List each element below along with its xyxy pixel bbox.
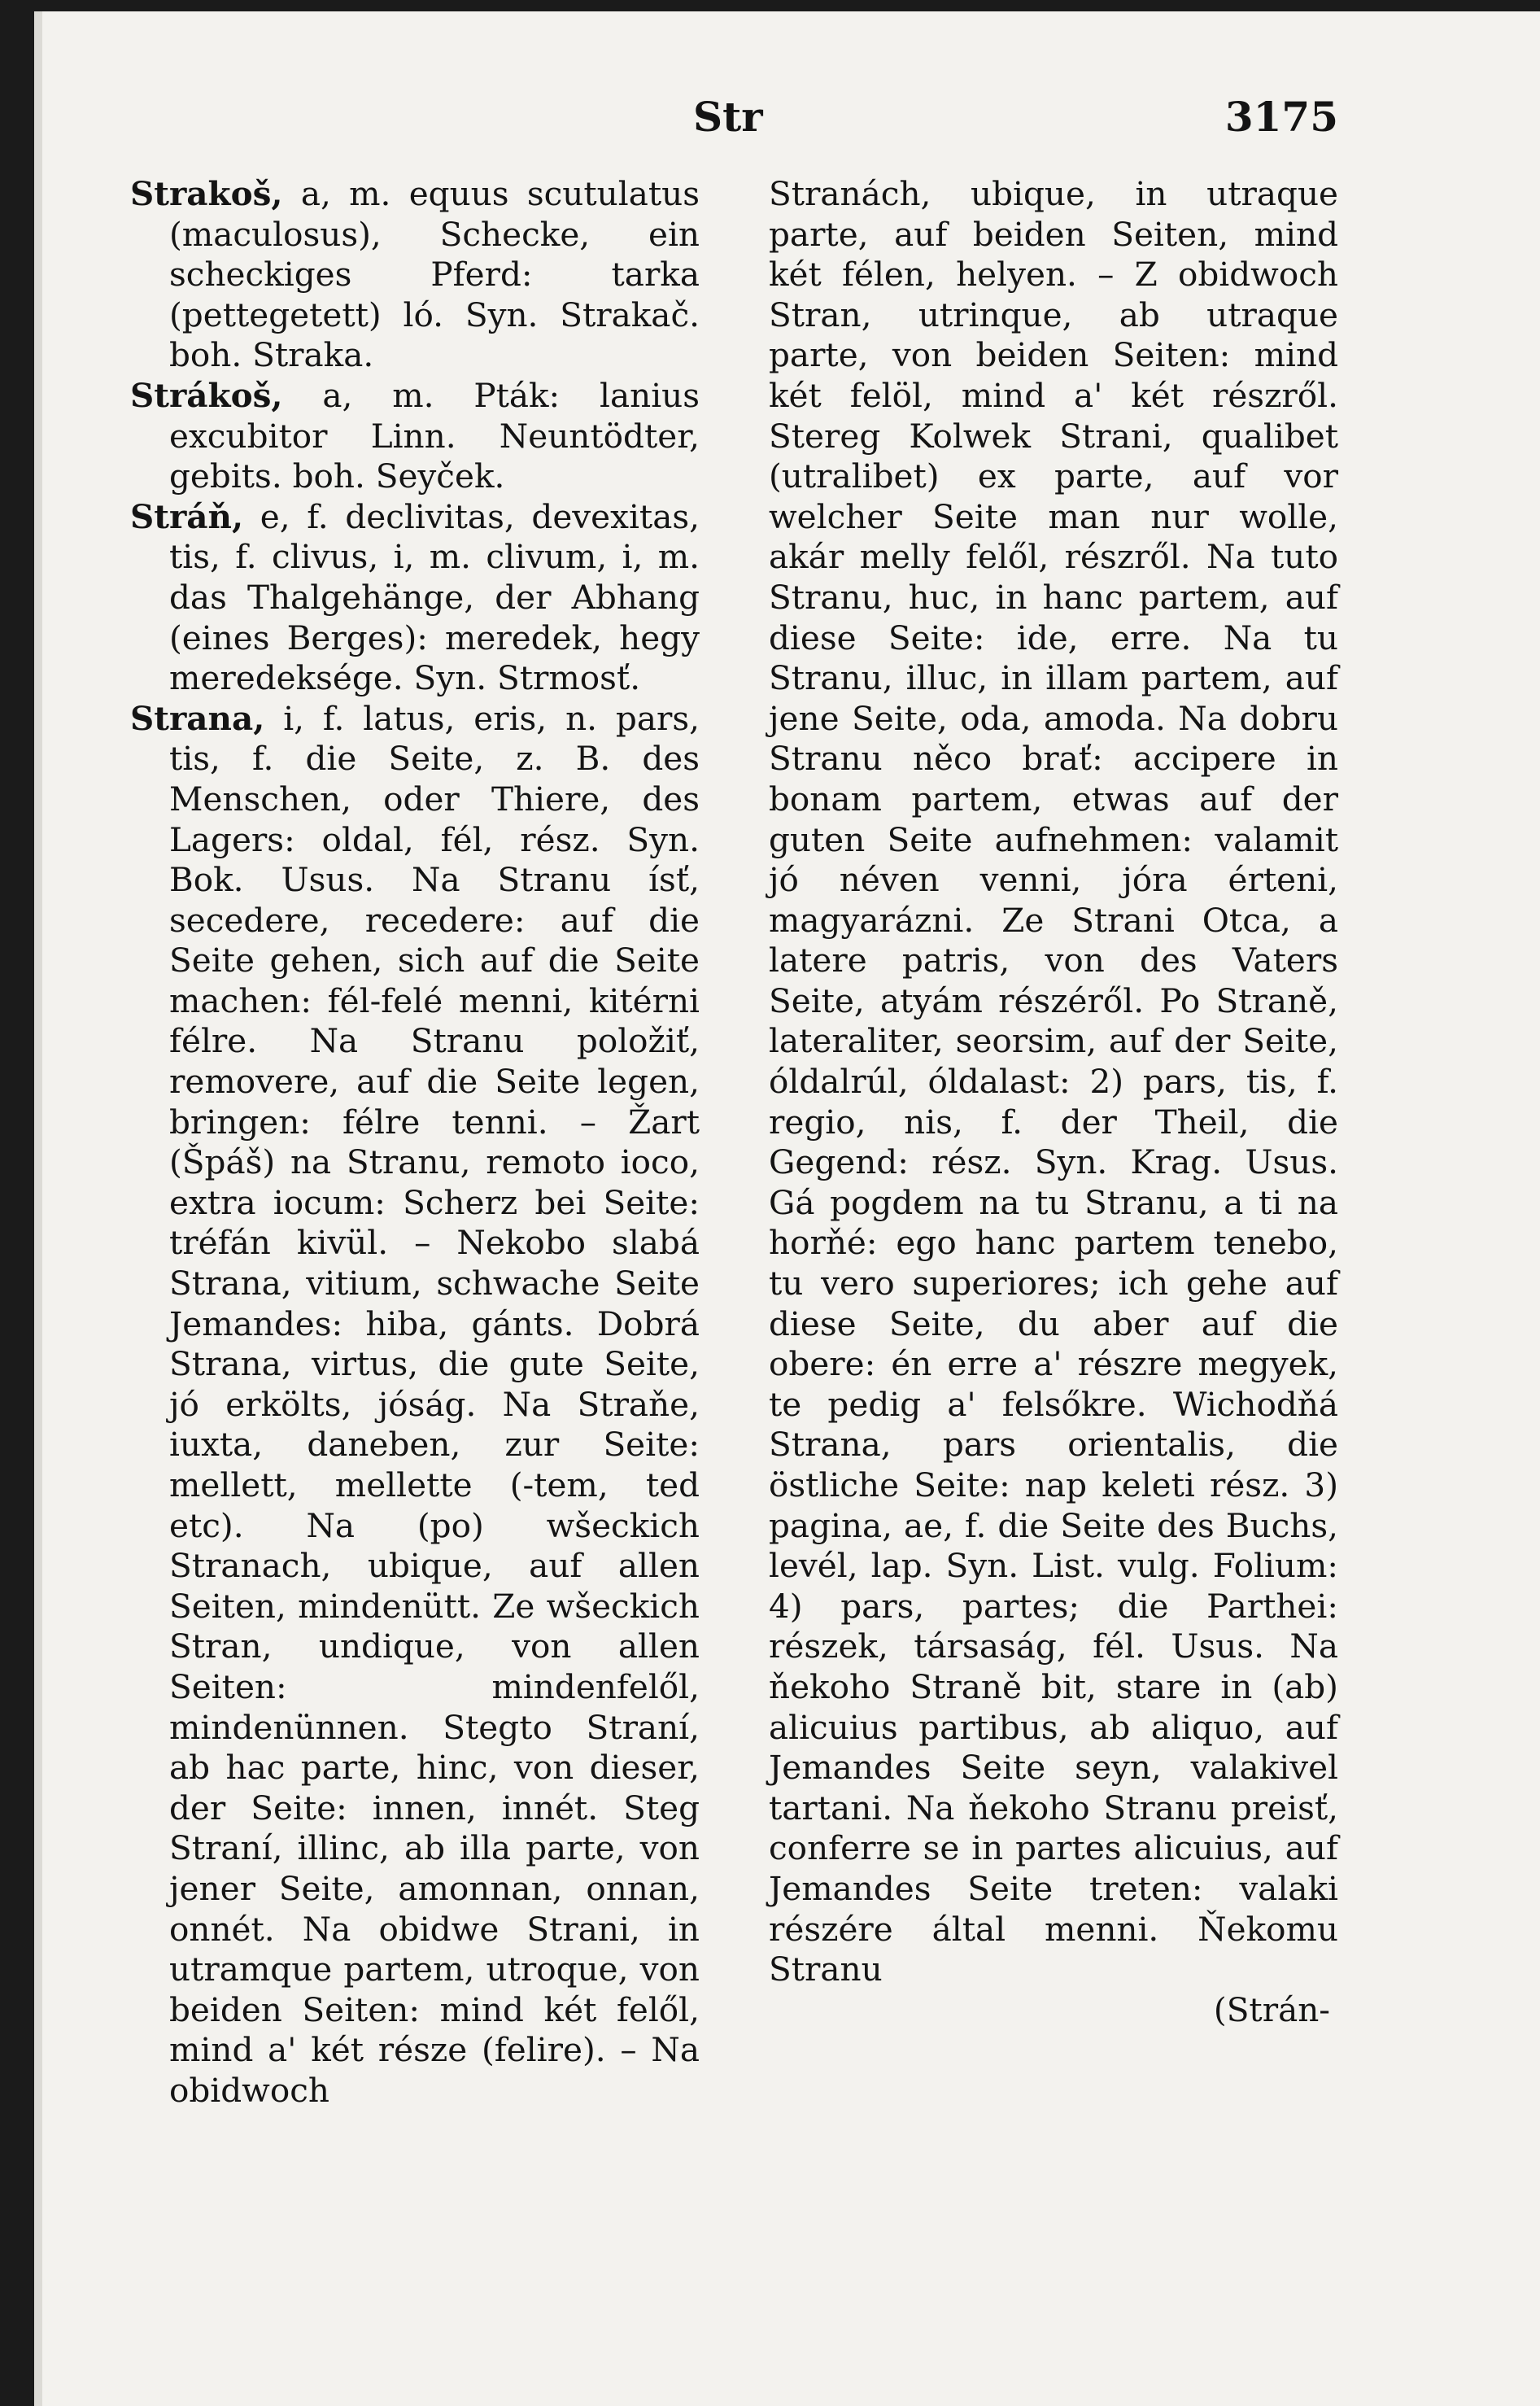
page-header <box>34 93 1540 158</box>
entry-text: a, m. equus scutulatus (maculosus), Schecke, ein scheckiges Pferd: tarka (pettegetett) ló. Syn. Strakač. boh. Straka. <box>169 174 700 375</box>
running-head: Str <box>693 93 763 141</box>
dictionary-entry <box>130 376 700 497</box>
dictionary-entry <box>130 699 700 2111</box>
dictionary-entry <box>130 497 700 699</box>
entry-text: i, f. latus, eris, n. pars, tis, f. die Seite, z. B. des Menschen, oder Thiere, des Lagers: oldal, fél, rész. Syn. Bok. Usus. Na Stranu ísť, secedere, recedere: auf die Seite gehen, sich auf die Seite machen: fél-felé menni, kitérni félre. Na Stranu položiť, removere, auf die Seite legen, bringen: félre tenni. – Žart (Špáš) na Stranu, remoto ioco, extra iocum: Scherz bei Seite: tréfán kivül. – Nekobo slabá Strana, vitium, schwache Seite Jemandes: hiba, gánts. Dobrá Strana, virtus, die gute Seite, jó erkölts, jóság. Na Straňe, iuxta, daneben, zur Seite: mellett, mellette (-tem, ted etc). Na (po) wšeckich Stranach, ubique, auf allen Seiten, mindenütt. Ze wšeckich Stran, undique, von allen Seiten: mindenfelől, mindenünnen. Stegto Straní, ab hac parte, hinc, von dieser, der Seite: innen, innét. Steg Straní, illinc, ab illa parte, von jener Seite, amonnan, onnan, onnét. Na obidwe Strani, in utramque partem, utroque, von beiden Seiten: mind két felől, mind a' két része (felire). – Na obidwoch <box>169 698 700 2110</box>
dictionary-page <box>34 11 1540 2406</box>
entry-headword: Strákoš, <box>130 375 283 415</box>
entry-continuation: Stranách, ubique, in utraque parte, auf beiden Seiten, mind két félen, helyen. – Z obidwoch Stran, utrinque, ab utraque parte, von beiden Seiten: mind két felöl, mind a' két részről. Stereg Kolwek Strani, qualibet (utralibet) ex parte, auf vor welcher Seite man nur wolle, akár melly felől, részről. Na tuto Stranu, huc, in hanc partem, auf diese Seite: ide, erre. Na tu Stranu, illuc, in illam partem, auf jene Seite, oda, amoda. Na dobru Stranu něco brať: accipere in bonam partem, etwas auf der guten Seite aufnehmen: valamit jó néven venni, jóra érteni, magyarázni. Ze Strani Otca, a latere patris, von des Vaters Seite, atyám részéről. Po Straně, lateraliter, seorsim, auf der Seite, óldalrúl, óldalast: 2) pars, tis, f. regio, nis, f. der Theil, die Gegend: rész. Syn. Krag. Usus. Gá pogdem na tu Stranu, a ti na horňé: ego hanc partem tenebo, tu vero superiores; ich gehe auf diese Seite, du aber auf die obere: én erre a' részre megyek, te pedig a' felsőkre. Wichodňá Strana, pars orientalis, die östliche Seite: nap keleti rész. 3) pagina, ae, f. die Seite des Buchs, levél, lap. Syn. List. vulg. Folium: 4) pars, partes; die Parthei: részek, társaság, fél. Usus. Na ňekoho Straně bit, stare in (ab) alicuius partibus, ab aliquo, auf Jemandes Seite seyn, valakivel tartani. Na ňekoho Stranu preisť, conferre se in partes alicuius, auf Jemandes Seite treten: valaki részére által menni. Ňekomu Stranu <box>769 174 1338 1989</box>
entry-headword: Stráň, <box>130 496 244 536</box>
dictionary-entry <box>130 174 700 376</box>
entry-text: e, f. declivitas, devexitas, tis, f. clivus, i, m. clivum, i, m. das Thalgehänge, der Abhang (eines Berges): meredek, hegy meredeksége. Syn. Strmosť. <box>169 496 700 698</box>
entry-headword: Strana, <box>130 698 265 738</box>
right-column <box>769 174 1338 2030</box>
entry-headword: Strakoš, <box>130 174 283 213</box>
catchword: (Strán- <box>1213 1989 1330 2029</box>
page-number: 3175 <box>1224 93 1338 141</box>
entry-text: a, m. Pták: lanius excubitor Linn. Neuntödter, gebits. boh. Seyček. <box>169 375 700 496</box>
left-column <box>130 174 700 2111</box>
